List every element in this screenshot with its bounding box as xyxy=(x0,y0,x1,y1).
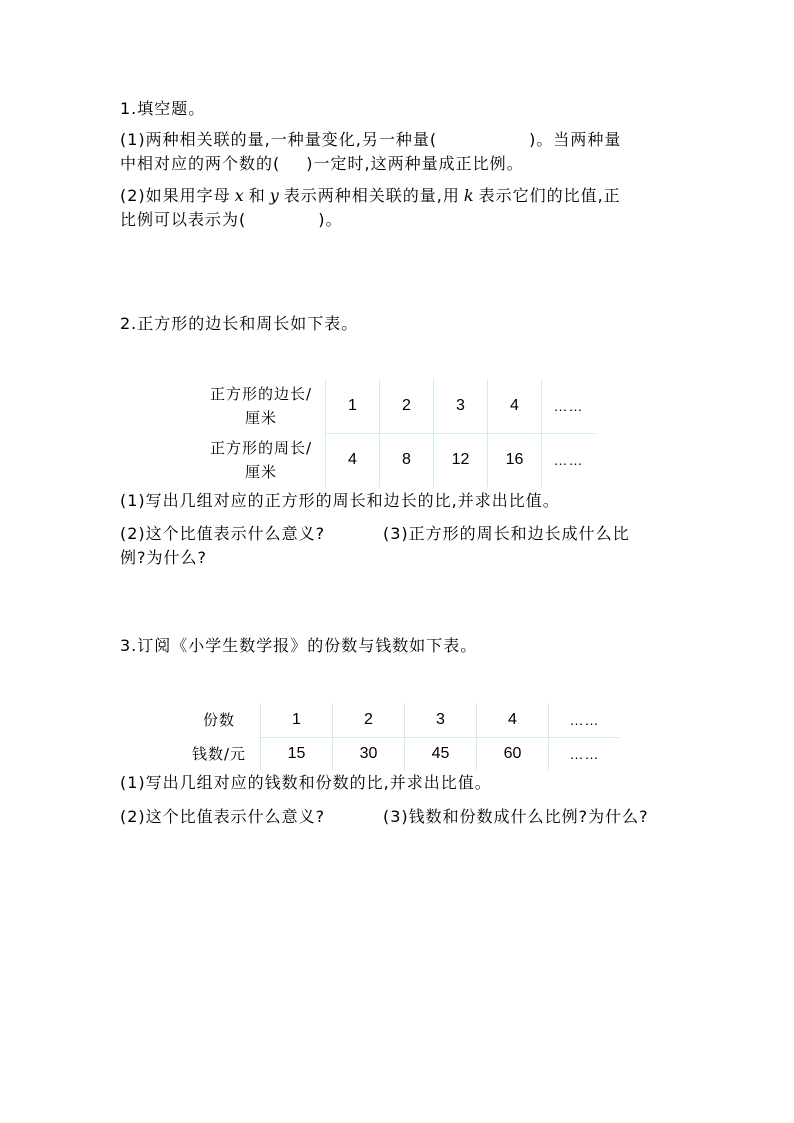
q1-part1-blank-2[interactable] xyxy=(280,168,306,169)
q1-part1-text-b: )。当两种量 xyxy=(529,130,622,149)
q2-cell: 2 xyxy=(380,379,434,433)
q2-cell-ellipsis: …… xyxy=(542,433,596,487)
q3-table xyxy=(178,703,620,771)
q1-part1-text-c: 中相对应的两个数的( xyxy=(120,154,281,173)
q2-sub2: (2)这个比值表示什么意义? xyxy=(120,524,326,543)
q3-cell: 30 xyxy=(333,737,405,771)
q2-row1-header: 正方形的边长/ 厘米 xyxy=(197,379,326,433)
q3-sub3: (3)钱数和份数成什么比例?为什么? xyxy=(383,807,649,826)
q2-cell: 4 xyxy=(488,379,542,433)
q1-part1-line1 xyxy=(120,128,621,152)
q1-title: 1.填空题。 xyxy=(120,99,206,118)
q3-row1-header: 份数 xyxy=(178,703,261,737)
table-row xyxy=(178,703,620,737)
q1-part2-line1 xyxy=(120,184,621,208)
q1-part1-line2 xyxy=(120,152,524,176)
q2-sub3-line1: (3)正方形的周长和边长成什么比 xyxy=(383,524,630,543)
var-x: x xyxy=(234,186,245,205)
q3-cell: 2 xyxy=(333,703,405,737)
q3-cell: 15 xyxy=(261,737,333,771)
var-y: y xyxy=(269,186,280,205)
q1-part2-text-a: (2)如果用字母 xyxy=(120,186,231,205)
q1-part2-text-f: )。 xyxy=(318,210,343,229)
q2-row2-header: 正方形的周长/ 厘米 xyxy=(197,433,326,487)
q2-cell: 1 xyxy=(326,379,380,433)
q1-part1-blank-1[interactable] xyxy=(437,144,529,145)
table-row xyxy=(197,433,595,487)
q3-sub1: (1)写出几组对应的钱数和份数的比,并求出比值。 xyxy=(120,773,492,792)
q2-cell-ellipsis: …… xyxy=(542,379,596,433)
q3-row2-header: 钱数/元 xyxy=(178,737,261,771)
q2-cell: 4 xyxy=(326,433,380,487)
q2-cell: 3 xyxy=(434,379,488,433)
q3-cell-ellipsis: …… xyxy=(549,737,621,771)
table-row xyxy=(178,737,620,771)
table-row xyxy=(197,379,595,433)
q2-cell: 16 xyxy=(488,433,542,487)
q1-part2-text-b: 和 xyxy=(248,186,266,205)
q3-cell: 4 xyxy=(477,703,549,737)
q2-cell: 12 xyxy=(434,433,488,487)
q1-part2-text-d: 表示它们的比值,正 xyxy=(478,186,621,205)
q3-cell: 1 xyxy=(261,703,333,737)
q2-title: 2.正方形的边长和周长如下表。 xyxy=(120,314,359,333)
q2-cell: 8 xyxy=(380,433,434,487)
q1-part1-text-d: )一定时,这两种量成正比例。 xyxy=(306,154,524,173)
q3-title: 3.订阅《小学生数学报》的份数与钱数如下表。 xyxy=(120,636,478,655)
q1-part2-text-e: 比例可以表示为( xyxy=(120,210,247,229)
var-k: k xyxy=(463,186,475,205)
q1-part1-text-a: (1)两种相关联的量,一种量变化,另一种量( xyxy=(120,130,438,149)
q1-part2-blank[interactable] xyxy=(246,224,318,225)
q2-sub3-line2: 例?为什么? xyxy=(120,548,207,567)
q3-cell: 3 xyxy=(405,703,477,737)
q3-cell: 60 xyxy=(477,737,549,771)
q1-part2-text-c: 表示两种相关联的量,用 xyxy=(283,186,460,205)
q3-sub2: (2)这个比值表示什么意义? xyxy=(120,807,326,826)
q1-part2-line2 xyxy=(120,208,343,232)
q3-cell: 45 xyxy=(405,737,477,771)
q3-cell-ellipsis: …… xyxy=(549,703,621,737)
q2-table xyxy=(197,379,595,487)
q2-sub1: (1)写出几组对应的正方形的周长和边长的比,并求出比值。 xyxy=(120,491,560,510)
